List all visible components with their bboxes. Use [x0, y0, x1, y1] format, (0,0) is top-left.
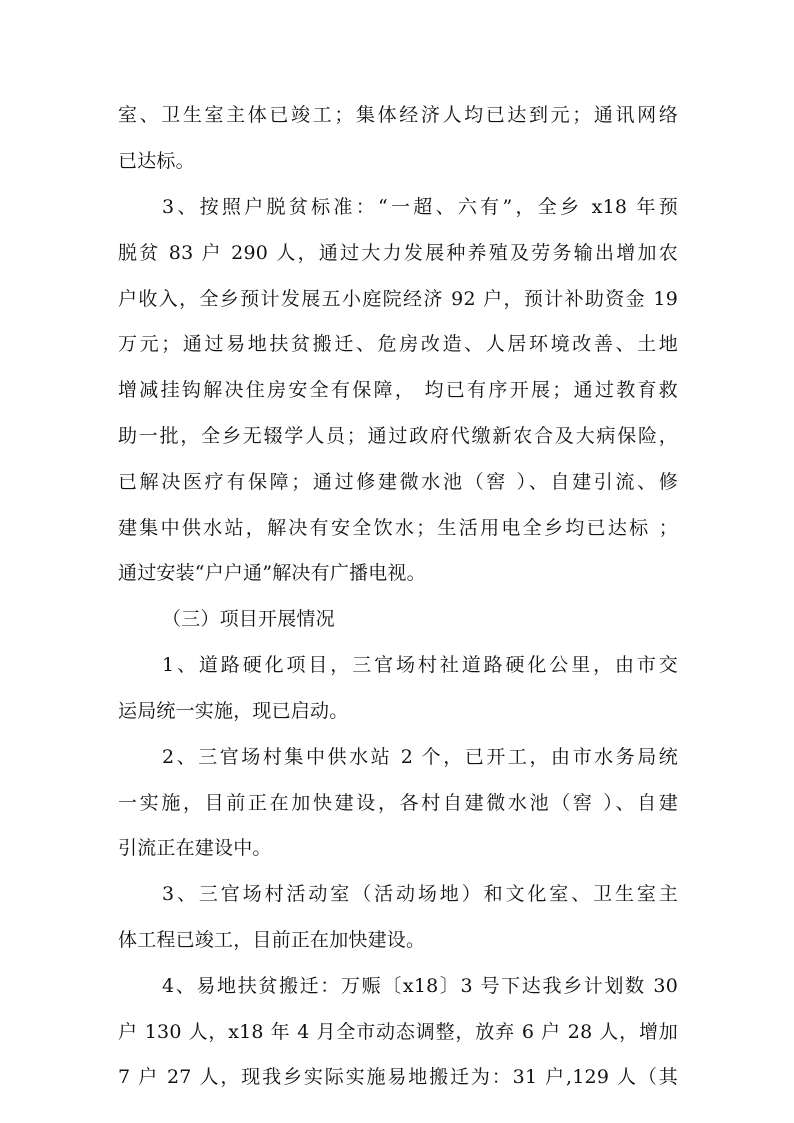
paragraph-line: 户收入，全乡预计发展五小庭院经济 92 户，预计补助资金 19	[118, 288, 678, 310]
paragraph-line: 脱贫 83 户 290 人，通过大力发展种养殖及劳务输出增加农	[118, 242, 678, 264]
paragraph-line: 2、三官场村集中供水站 2 个，已开工，由市水务局统	[162, 746, 678, 768]
paragraph-line: 已达标。	[118, 150, 195, 172]
paragraph-line: 1、道路硬化项目，三官场村社道路硬化公里，由市交	[162, 654, 678, 676]
paragraph-line: 万元；通过易地扶贫搬迁、危房改造、人居环境改善、土地	[118, 333, 678, 355]
paragraph-line: 7 户 27 人，现我乡实际实施易地搬迁为：31 户,129 人（其	[118, 1066, 678, 1088]
paragraph-line: 已解决医疗有保障；通过修建微水池（窖 ）、自建引流、修	[118, 471, 678, 493]
paragraph-line: 引流正在建设中。	[118, 837, 272, 859]
paragraph-line: 建集中供水站，解决有安全饮水；生活用电全乡均已达标 ；	[118, 517, 678, 539]
paragraph-line: 4、易地扶贫搬迁：万赈〔x18〕3 号下达我乡计划数 30	[162, 975, 678, 997]
paragraph-line: 一实施，目前正在加快建设，各村自建微水池（窖 ）、自建	[118, 792, 678, 814]
paragraph-line: 室、卫生室主体已竣工；集体经济人均已达到元；通讯网络	[118, 104, 678, 126]
paragraph-line: 运局统一实施，现已启动。	[118, 700, 349, 722]
paragraph-line: 3、三官场村活动室（活动场地）和文化室、卫生室主	[162, 883, 678, 905]
paragraph-line: 通过安装“户户通”解决有广播电视。	[118, 562, 426, 584]
paragraph-line: 助一批，全乡无辍学人员；通过政府代缴新农合及大病保险，	[118, 425, 678, 447]
paragraph-line: 3、按照户脱贫标准：“一超、六有”，全乡 x18 年预	[162, 196, 678, 218]
paragraph-line: 增减挂钩解决住房安全有保障， 均已有序开展；通过教育救	[118, 379, 678, 401]
paragraph-line: 户 130 人，x18 年 4 月全市动态调整，放弃 6 户 28 人，增加	[118, 1021, 678, 1043]
section-heading: （三）项目开展情况	[162, 608, 335, 630]
paragraph-line: 体工程已竣工，目前正在加快建设。	[118, 929, 426, 951]
